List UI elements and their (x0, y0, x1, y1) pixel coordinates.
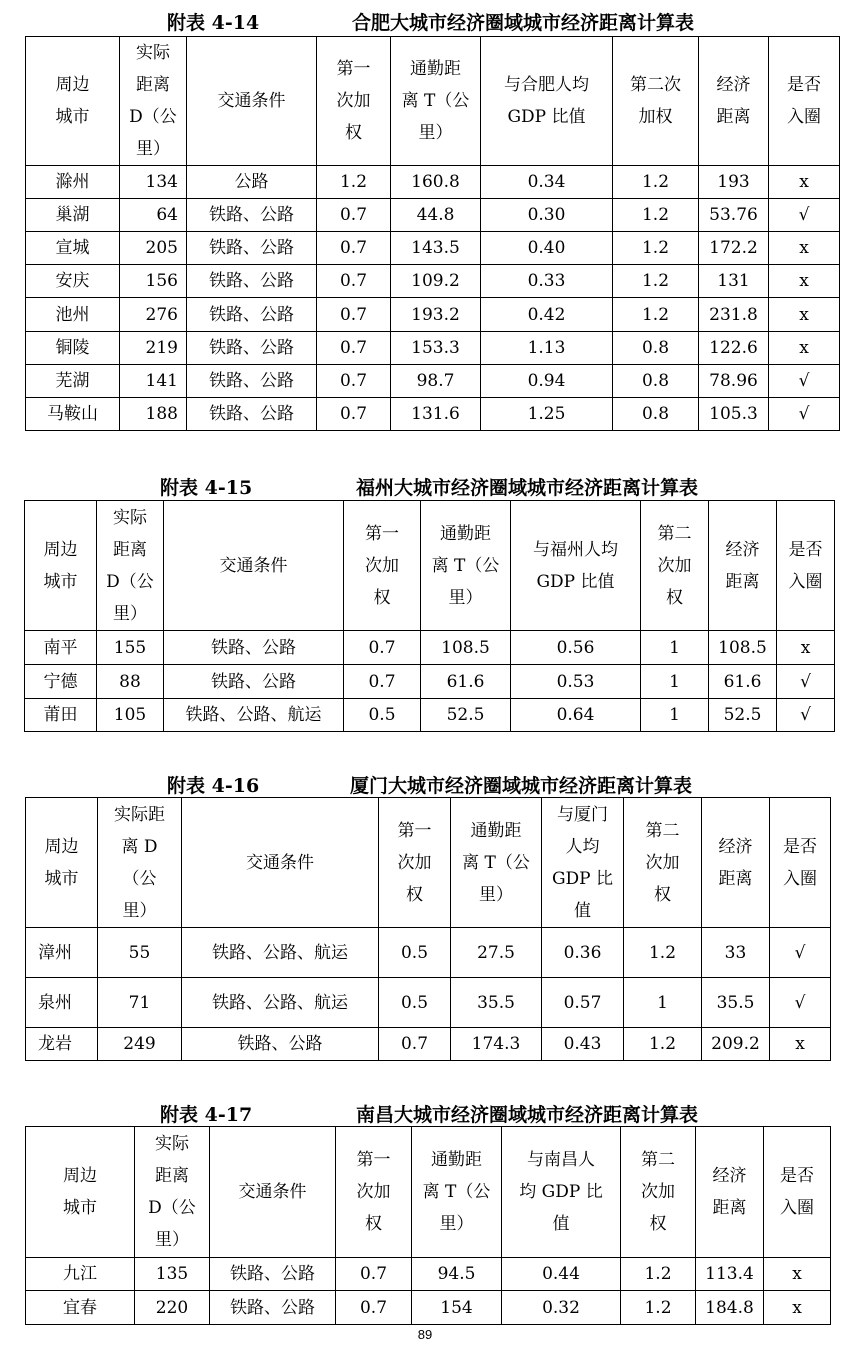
table-cell: 131 (699, 265, 769, 298)
table-cell: 1.2 (613, 232, 699, 265)
table-cell: 巢湖 (26, 199, 120, 232)
table-cell: 泉州 (26, 978, 98, 1028)
table-row (25, 665, 835, 699)
column-header: 通勤距 离 T（公 里） (391, 37, 481, 166)
table-cell: 1.2 (624, 928, 702, 978)
table-number: 附表 4-14 (167, 12, 260, 34)
column-header: 经济 距离 (696, 1127, 764, 1258)
column-header: 是否 入圈 (764, 1127, 831, 1258)
table-cell: 44.8 (391, 199, 481, 232)
table-cell: 0.7 (336, 1258, 412, 1291)
table-cell: 宣城 (26, 232, 120, 265)
table-cell: x (769, 232, 840, 265)
table-cell: 1 (641, 631, 709, 665)
table-cell: x (769, 265, 840, 298)
table-cell: 276 (120, 298, 187, 332)
table-cell: 宜春 (26, 1291, 135, 1325)
column-header: 交通条件 (210, 1127, 336, 1258)
table-cell: 94.5 (412, 1258, 502, 1291)
table-cell: 55 (98, 928, 182, 978)
table-cell: 122.6 (699, 332, 769, 365)
table-cell: x (769, 298, 840, 332)
table-cell: 池州 (26, 298, 120, 332)
column-header: 通勤距 离 T（公 里） (421, 501, 511, 631)
table-caption (0, 8, 850, 34)
table-cell: 1.2 (621, 1291, 696, 1325)
table-number: 附表 4-15 (160, 477, 253, 499)
table-cell: 1.13 (481, 332, 613, 365)
column-header: 第二 次加 权 (641, 501, 709, 631)
table-cell: 公路 (187, 166, 317, 199)
table-cell: 安庆 (26, 265, 120, 298)
table-cell: 1.2 (613, 265, 699, 298)
column-header: 与厦门 人均 GDP 比 值 (542, 798, 624, 928)
table-row (25, 631, 835, 665)
table-cell: 141 (120, 365, 187, 398)
table-cell: 铁路、公路、航运 (164, 699, 344, 732)
column-header: 通勤距 离 T（公 里） (451, 798, 542, 928)
column-header: 第二 次加 权 (624, 798, 702, 928)
table-cell: 0.7 (317, 332, 391, 365)
column-header: 第二 次加 权 (621, 1127, 696, 1258)
table-title: 厦门大城市经济圈域城市经济距离计算表 (350, 775, 693, 797)
table-cell: 九江 (26, 1258, 135, 1291)
table-row (26, 978, 831, 1028)
table-cell: 113.4 (696, 1258, 764, 1291)
table-cell: x (769, 166, 840, 199)
table-cell: 108.5 (709, 631, 777, 665)
table-cell: √ (769, 398, 840, 431)
table-cell: 1.2 (613, 166, 699, 199)
column-header: 第一 次加 权 (344, 501, 421, 631)
table-cell: x (764, 1258, 831, 1291)
table-cell: 0.32 (502, 1291, 621, 1325)
table-cell: 231.8 (699, 298, 769, 332)
table-cell: 156 (120, 265, 187, 298)
table-cell: 0.53 (511, 665, 641, 699)
table-cell: 88 (97, 665, 164, 699)
table-caption (0, 771, 850, 797)
column-header: 实际 距离 D（公 里） (97, 501, 164, 631)
column-header: 经济 距离 (702, 798, 770, 928)
table-cell: 0.33 (481, 265, 613, 298)
column-header: 周边 城市 (26, 798, 98, 928)
column-header: 与南昌人 均 GDP 比 值 (502, 1127, 621, 1258)
table-cell: 35.5 (451, 978, 542, 1028)
table-cell: 铁路、公路、航运 (182, 978, 379, 1028)
column-header: 周边 城市 (26, 37, 120, 166)
column-header: 是否 入圈 (769, 37, 840, 166)
column-header: 与福州人均 GDP 比值 (511, 501, 641, 631)
economic-distance-table (24, 500, 835, 732)
table-cell: 35.5 (702, 978, 770, 1028)
table-row (26, 199, 840, 232)
table-cell: 铁路、公路 (187, 398, 317, 431)
table-cell: 铁路、公路 (187, 298, 317, 332)
table-row (26, 332, 840, 365)
economic-distance-table (25, 1126, 831, 1325)
table-cell: 52.5 (709, 699, 777, 732)
table-cell: 铁路、公路 (164, 665, 344, 699)
table-title: 福州大城市经济圈域城市经济距离计算表 (356, 477, 699, 499)
header-row (26, 37, 840, 166)
table-row (26, 928, 831, 978)
table-row (25, 699, 835, 732)
table-cell: 1.2 (621, 1258, 696, 1291)
table-cell: 铁路、公路 (182, 1028, 379, 1061)
column-header: 实际距 离 D （公 里） (98, 798, 182, 928)
table-cell: 193 (699, 166, 769, 199)
table-cell: 0.7 (379, 1028, 451, 1061)
table-title: 南昌大城市经济圈域城市经济距离计算表 (356, 1104, 699, 1126)
table-cell: 滁州 (26, 166, 120, 199)
table-cell: 0.8 (613, 365, 699, 398)
column-header: 第一 次加 权 (317, 37, 391, 166)
table-cell: 53.76 (699, 199, 769, 232)
table-cell: 0.34 (481, 166, 613, 199)
table-cell: 172.2 (699, 232, 769, 265)
table-cell: 109.2 (391, 265, 481, 298)
table-cell: 0.7 (317, 298, 391, 332)
table-cell: 0.7 (336, 1291, 412, 1325)
table-cell: 0.42 (481, 298, 613, 332)
column-header: 实际 距离 D（公 里） (120, 37, 187, 166)
column-header: 周边 城市 (26, 1127, 135, 1258)
table-cell: 105.3 (699, 398, 769, 431)
economic-distance-table (25, 36, 840, 431)
table-cell: 61.6 (421, 665, 511, 699)
table-cell: 0.7 (317, 365, 391, 398)
page-number: 89 (417, 1327, 433, 1342)
table-number: 附表 4-16 (167, 775, 260, 797)
table-cell: 209.2 (702, 1028, 770, 1061)
table-cell: 105 (97, 699, 164, 732)
table-cell: 0.57 (542, 978, 624, 1028)
table-cell: 1.2 (613, 199, 699, 232)
table-row (26, 365, 840, 398)
table-cell: 0.5 (379, 928, 451, 978)
header-row (25, 501, 835, 631)
table-cell: 铁路、公路 (210, 1258, 336, 1291)
table-cell: 174.3 (451, 1028, 542, 1061)
table-cell: 铁路、公路 (187, 232, 317, 265)
table-cell: 0.94 (481, 365, 613, 398)
table-cell: 155 (97, 631, 164, 665)
table-cell: 220 (135, 1291, 210, 1325)
column-header: 第二次 加权 (613, 37, 699, 166)
table-cell: 0.36 (542, 928, 624, 978)
table-cell: 193.2 (391, 298, 481, 332)
table-cell: 1 (624, 978, 702, 1028)
table-cell: √ (769, 199, 840, 232)
column-header: 是否 入圈 (770, 798, 831, 928)
table-cell: 南平 (25, 631, 97, 665)
header-row (26, 798, 831, 928)
table-cell: x (764, 1291, 831, 1325)
table-cell: 78.96 (699, 365, 769, 398)
table-title: 合肥大城市经济圈域城市经济距离计算表 (352, 12, 695, 34)
table-cell: 1.2 (317, 166, 391, 199)
table-cell: 188 (120, 398, 187, 431)
column-header: 经济 距离 (699, 37, 769, 166)
table-row (26, 166, 840, 199)
table-cell: 漳州 (26, 928, 98, 978)
table-cell: 莆田 (25, 699, 97, 732)
table-cell: 1.2 (613, 298, 699, 332)
table-cell: 芜湖 (26, 365, 120, 398)
column-header: 经济 距离 (709, 501, 777, 631)
table-cell: 铁路、公路、航运 (182, 928, 379, 978)
table-cell: 0.7 (344, 631, 421, 665)
column-header: 实际 距离 D（公 里） (135, 1127, 210, 1258)
table-cell: 0.30 (481, 199, 613, 232)
table-cell: x (769, 332, 840, 365)
table-cell: 0.7 (317, 199, 391, 232)
table-cell: 52.5 (421, 699, 511, 732)
table-cell: 0.40 (481, 232, 613, 265)
table-cell: 135 (135, 1258, 210, 1291)
table-cell: 铜陵 (26, 332, 120, 365)
table-cell: 71 (98, 978, 182, 1028)
table-row (26, 1291, 831, 1325)
column-header: 是否 入圈 (777, 501, 835, 631)
table-cell: 0.64 (511, 699, 641, 732)
table-cell: 0.5 (344, 699, 421, 732)
table-cell: 1.2 (624, 1028, 702, 1061)
table-cell: 160.8 (391, 166, 481, 199)
table-cell: 铁路、公路 (210, 1291, 336, 1325)
table-row (26, 232, 840, 265)
table-cell: 205 (120, 232, 187, 265)
table-caption (0, 1100, 850, 1126)
table-row (26, 398, 840, 431)
table-cell: 0.56 (511, 631, 641, 665)
column-header: 与合肥人均 GDP 比值 (481, 37, 613, 166)
table-cell: 153.3 (391, 332, 481, 365)
column-header: 交通条件 (164, 501, 344, 631)
table-row (26, 1028, 831, 1061)
table-cell: x (770, 1028, 831, 1061)
table-cell: 0.44 (502, 1258, 621, 1291)
column-header: 通勤距 离 T（公 里） (412, 1127, 502, 1258)
table-number: 附表 4-17 (160, 1104, 253, 1126)
table-cell: 铁路、公路 (187, 365, 317, 398)
table-cell: 0.7 (317, 265, 391, 298)
table-caption (0, 473, 850, 499)
table-cell: √ (769, 365, 840, 398)
table-cell: 154 (412, 1291, 502, 1325)
table-cell: 铁路、公路 (187, 199, 317, 232)
table-cell: 0.43 (542, 1028, 624, 1061)
table-cell: 33 (702, 928, 770, 978)
table-cell: 宁德 (25, 665, 97, 699)
column-header: 交通条件 (187, 37, 317, 166)
table-cell: 61.6 (709, 665, 777, 699)
table-cell: 0.8 (613, 398, 699, 431)
table-cell: 铁路、公路 (187, 332, 317, 365)
economic-distance-table (25, 797, 831, 1061)
column-header: 第一 次加 权 (336, 1127, 412, 1258)
table-cell: 27.5 (451, 928, 542, 978)
column-header: 第一 次加 权 (379, 798, 451, 928)
table-cell: 249 (98, 1028, 182, 1061)
table-cell: 0.8 (613, 332, 699, 365)
column-header: 交通条件 (182, 798, 379, 928)
table-cell: 143.5 (391, 232, 481, 265)
header-row (26, 1127, 831, 1258)
table-cell: √ (777, 699, 835, 732)
table-cell: 1 (641, 665, 709, 699)
table-cell: 184.8 (696, 1291, 764, 1325)
table-cell: 铁路、公路 (164, 631, 344, 665)
table-cell: 134 (120, 166, 187, 199)
table-row (26, 265, 840, 298)
table-cell: √ (770, 928, 831, 978)
column-header: 周边 城市 (25, 501, 97, 631)
table-row (26, 298, 840, 332)
table-cell: √ (770, 978, 831, 1028)
table-cell: x (777, 631, 835, 665)
table-row (26, 1258, 831, 1291)
table-cell: 0.7 (317, 232, 391, 265)
table-cell: 马鞍山 (26, 398, 120, 431)
table-cell: 64 (120, 199, 187, 232)
table-cell: 1.25 (481, 398, 613, 431)
table-cell: 铁路、公路 (187, 265, 317, 298)
table-cell: 0.7 (344, 665, 421, 699)
table-cell: 0.5 (379, 978, 451, 1028)
table-cell: 1 (641, 699, 709, 732)
table-cell: √ (777, 665, 835, 699)
table-cell: 98.7 (391, 365, 481, 398)
table-cell: 219 (120, 332, 187, 365)
table-cell: 龙岩 (26, 1028, 98, 1061)
table-cell: 108.5 (421, 631, 511, 665)
table-cell: 131.6 (391, 398, 481, 431)
table-cell: 0.7 (317, 398, 391, 431)
